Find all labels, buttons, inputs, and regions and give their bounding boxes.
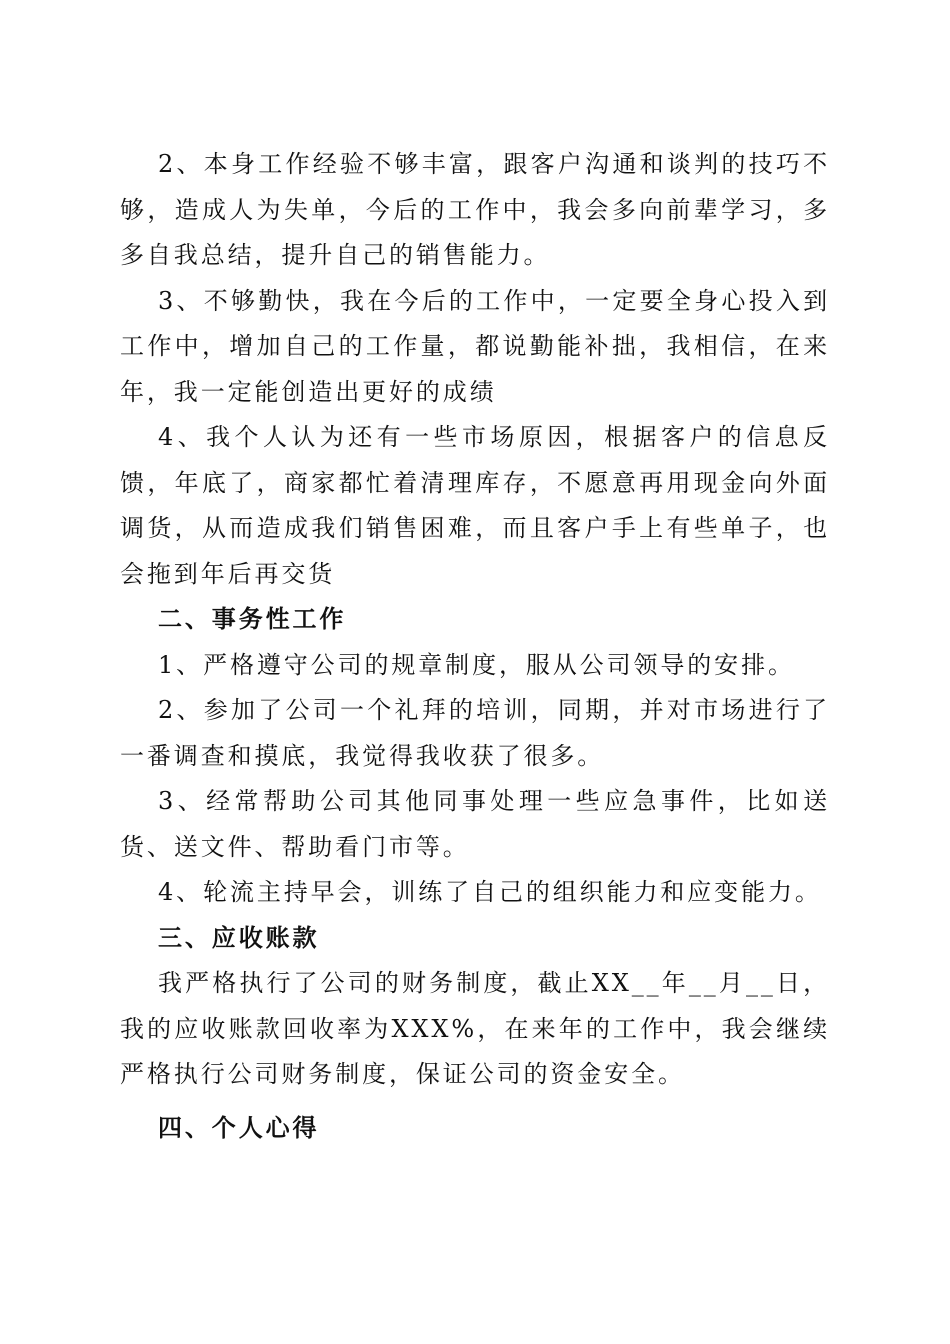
section-heading-personal-insights: 四、个人心得 (158, 1113, 320, 1142)
section-heading-receivables: 三、应收账款 (158, 923, 320, 952)
document-body (120, 142, 830, 1151)
paragraph-market-reasons: 4、我个人认为还有一些市场原因，根据客户的信息反馈，年底了，商家都忙着清理库存，不愿意再用现金向外面调货，从而造成我们销售困难，而且客户手上有些单子，也会拖到年后再交货 (120, 423, 830, 588)
paragraph-training: 2、参加了公司一个礼拜的培训，同期，并对市场进行了一番调查和摸底，我觉得我收获了很多。 (120, 696, 830, 770)
paragraph-rules: 1、严格遵守公司的规章制度，服从公司领导的安排。 (158, 650, 795, 679)
paragraph-diligence: 3、不够勤快，我在今后的工作中，一定要全身心投入到工作中，增加自己的工作量，都说勤能补拙，我相信，在来年，我一定能创造出更好的成绩 (120, 286, 830, 406)
paragraph-receivables: 我严格执行了公司的财务制度，截止XX__年__月__日，我的应收账款回收率为XXX%，在来年的工作中，我会继续严格执行公司财务制度，保证公司的资金安全。 (120, 969, 830, 1088)
paragraph-helping-colleagues: 3、经常帮助公司其他同事处理一些应急事件，比如送货、送文件、帮助看门市等。 (120, 787, 830, 861)
paragraph-sales-skills: 2、本身工作经验不够丰富，跟客户沟通和谈判的技巧不够，造成人为失单，今后的工作中，我会多向前辈学习，多多自我总结，提升自己的销售能力。 (120, 150, 830, 269)
paragraph-morning-meeting: 4、轮流主持早会，训练了自己的组织能力和应变能力。 (158, 878, 822, 906)
section-heading-administrative-work: 二、事务性工作 (158, 605, 347, 633)
